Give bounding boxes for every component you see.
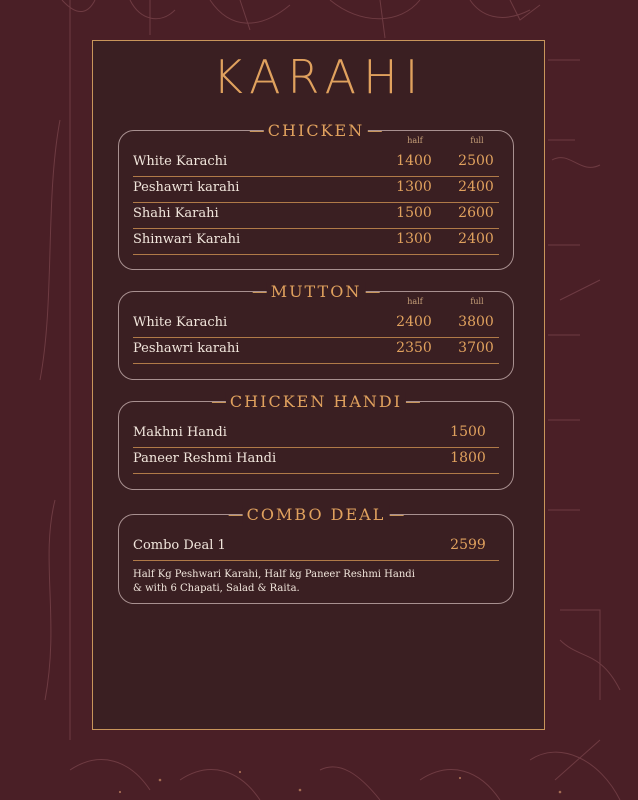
menu-item: [133, 422, 499, 448]
item-name: Makhni Handi: [133, 425, 227, 440]
menu-item: [133, 312, 499, 338]
column-header-full: full: [470, 136, 484, 145]
price-half: 1500: [396, 205, 432, 221]
column-header-full: full: [470, 297, 484, 306]
menu-item: [133, 535, 499, 561]
section-chicken-handi: [118, 392, 514, 490]
price-half: 1300: [396, 231, 432, 247]
price-half: 2350: [396, 340, 432, 356]
menu-item: [133, 338, 499, 364]
item-name: White Karachi: [133, 315, 228, 330]
menu-item: [133, 151, 499, 177]
section-title: MUTTON: [267, 282, 366, 302]
price-full: 3800: [458, 314, 494, 330]
item-name: Shinwari Karahi: [133, 232, 241, 247]
combo-description-line: Half Kg Peshwari Karahi, Half kg Paneer Reshmi Handi: [133, 569, 415, 580]
section-chicken: [118, 121, 514, 270]
column-header-half: half: [407, 136, 423, 145]
price-full: 3700: [458, 340, 494, 356]
price: 1800: [450, 450, 486, 466]
section-title: CHICKEN HANDI: [226, 392, 406, 412]
section-combo-deal: [118, 505, 514, 604]
item-name: Peshawri karahi: [133, 341, 240, 356]
price-half: 1400: [396, 153, 432, 169]
price-half: 2400: [396, 314, 432, 330]
menu-item: [133, 229, 499, 255]
price: 2599: [450, 537, 486, 553]
item-name: Paneer Reshmi Handi: [133, 451, 277, 466]
price-full: 2400: [458, 231, 494, 247]
menu-item: [133, 177, 499, 203]
item-name: Shahi Karahi: [133, 206, 219, 221]
menu-item: [133, 448, 499, 474]
section-title: COMBO DEAL: [243, 505, 390, 525]
section-mutton: [118, 282, 514, 380]
price: 1500: [450, 424, 486, 440]
column-header-half: half: [407, 297, 423, 306]
item-name: Combo Deal 1: [133, 538, 226, 553]
item-name: Peshawri karahi: [133, 180, 240, 195]
menu-item: [133, 203, 499, 229]
combo-description-line: & with 6 Chapati, Salad & Raita.: [133, 583, 300, 594]
price-full: 2500: [458, 153, 494, 169]
combo-description: [133, 568, 463, 596]
price-full: 2400: [458, 179, 494, 195]
price-half: 1300: [396, 179, 432, 195]
section-title: CHICKEN: [264, 121, 368, 141]
price-full: 2600: [458, 205, 494, 221]
page-title: KARAHI: [212, 50, 426, 104]
item-name: White Karachi: [133, 154, 228, 169]
